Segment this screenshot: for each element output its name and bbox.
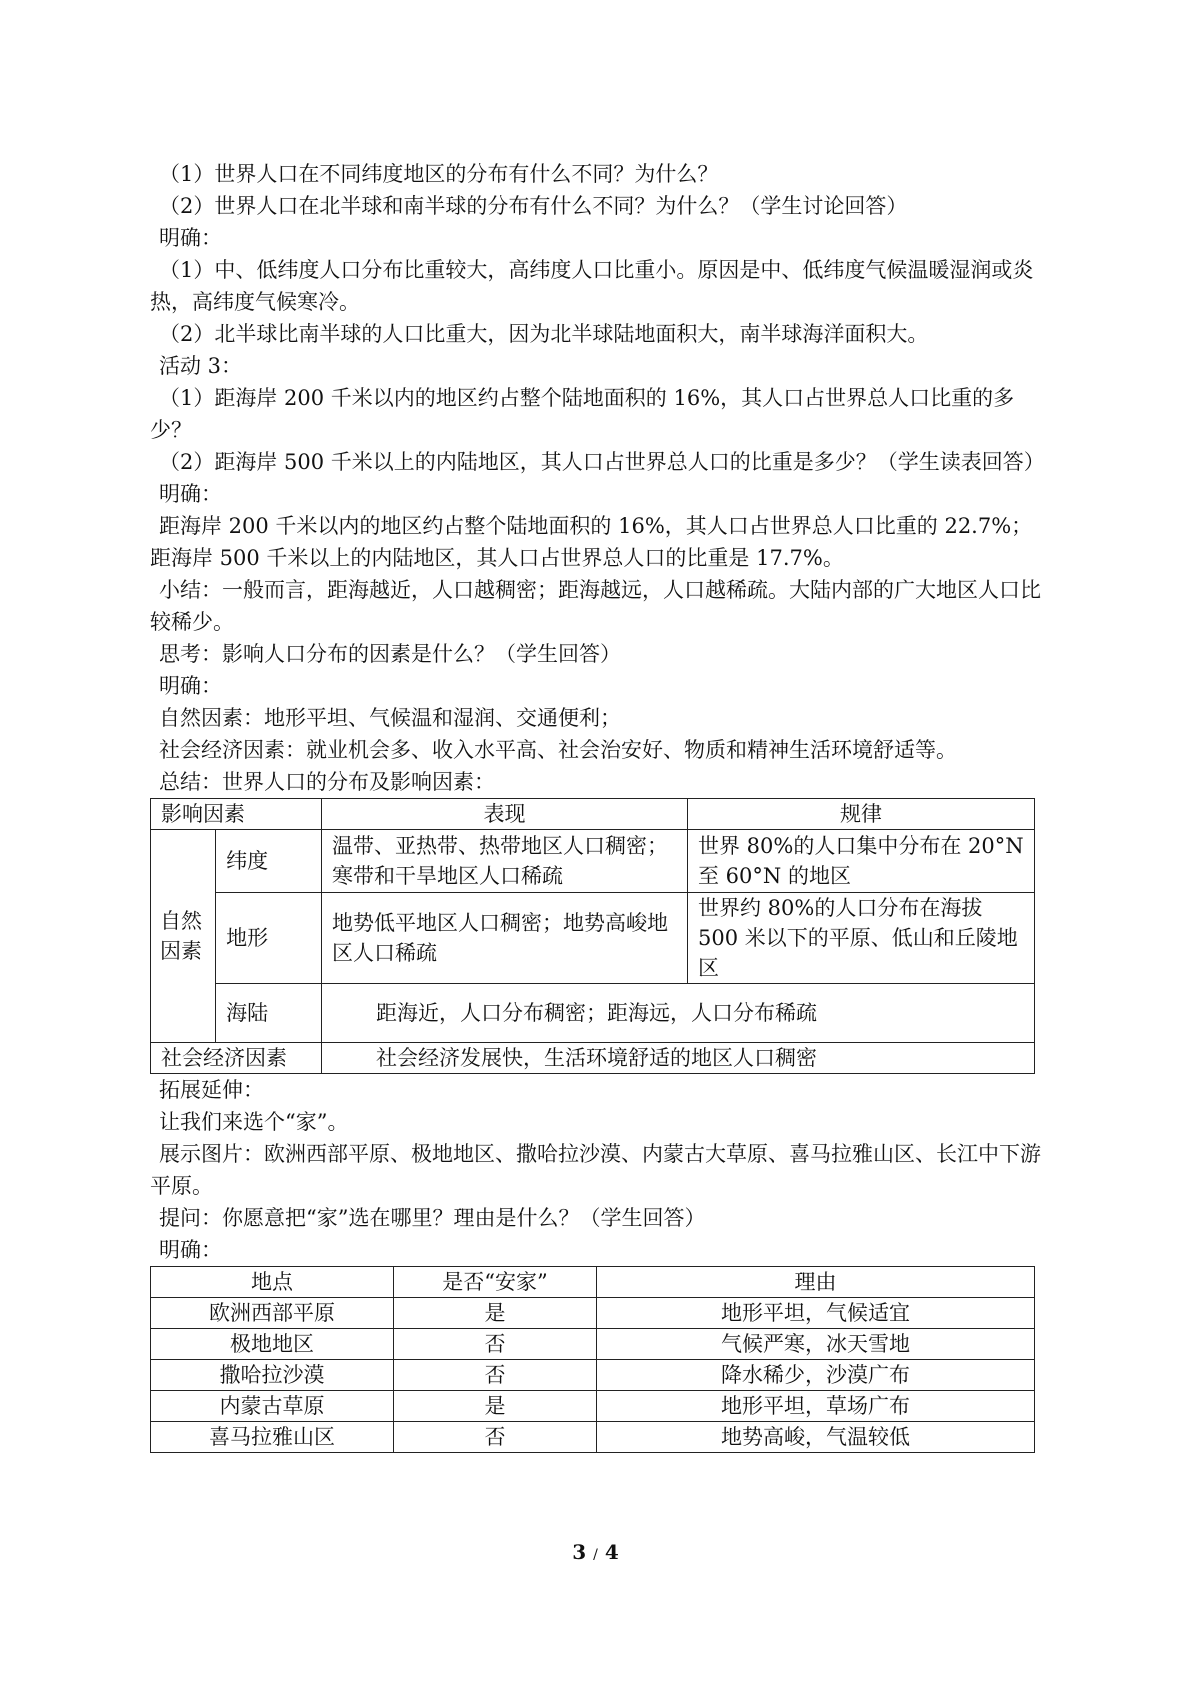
natural-factor-cell: 自然因素 xyxy=(151,830,216,1043)
table-header-cell: 影响因素 xyxy=(151,799,322,830)
choice-cell: 否 xyxy=(394,1360,597,1391)
total-pages: 4 xyxy=(604,1540,619,1564)
reason-cell: 地形平坦，气候适宜 xyxy=(597,1298,1035,1329)
table-row xyxy=(151,1329,1035,1360)
rule-cell: 世界约 80%的人口分布在海拔 500 米以下的平原、低山和丘陵地区 xyxy=(688,893,1035,984)
table-row xyxy=(151,1391,1035,1422)
table-header-cell: 是否“安家” xyxy=(394,1267,597,1298)
table-header-cell: 表现 xyxy=(322,799,688,830)
table-header-cell: 地点 xyxy=(151,1267,394,1298)
paragraph: 提问：你愿意把“家”选在哪里？理由是什么？（学生回答） xyxy=(159,1206,706,1230)
reason-cell: 地形平坦，草场广布 xyxy=(597,1391,1035,1422)
paragraph: 总结：世界人口的分布及影响因素： xyxy=(159,770,495,794)
paragraph: 思考：影响人口分布的因素是什么？（学生回答） xyxy=(159,642,621,666)
table-row xyxy=(151,984,1035,1043)
performance-cell: 地势低平地区人口稠密；地势高峻地区人口稀疏 xyxy=(322,893,688,984)
paragraph: 明确： xyxy=(159,674,222,698)
page-number xyxy=(0,1540,1191,1564)
table-row xyxy=(151,1360,1035,1391)
home-choice-table xyxy=(150,1266,1035,1453)
paragraph: 明确： xyxy=(159,482,222,506)
social-text-cell: 社会经济发展快，生活环境舒适的地区人口稠密 xyxy=(322,1043,1035,1074)
factor-cell: 纬度 xyxy=(216,830,322,893)
paragraph: 让我们来选个“家”。 xyxy=(159,1110,349,1134)
rule-cell: 世界 80%的人口集中分布在 20°N 至 60°N 的地区 xyxy=(688,830,1035,893)
social-factor-cell: 社会经济因素 xyxy=(151,1043,322,1074)
paragraph: （1）中、低纬度人口分布比重较大，高纬度人口比重小。原因是中、低纬度气候温暖湿润或炎热，高纬度气候寒冷。 xyxy=(150,258,1034,314)
reason-cell: 降水稀少，沙漠广布 xyxy=(597,1360,1035,1391)
choice-cell: 否 xyxy=(394,1329,597,1360)
performance-cell: 温带、亚热带、热带地区人口稠密；寒带和干旱地区人口稀疏 xyxy=(322,830,688,893)
population-factors-table xyxy=(150,798,1035,1074)
location-cell: 内蒙古草原 xyxy=(151,1391,394,1422)
merged-cell: 距海近，人口分布稠密；距海远，人口分布稀疏 xyxy=(322,984,1035,1043)
paragraph: 展示图片：欧洲西部平原、极地地区、撒哈拉沙漠、内蒙古大草原、喜马拉雅山区、长江中下游平原。 xyxy=(150,1142,1041,1198)
paragraph: 自然因素：地形平坦、气候温和湿润、交通便利； xyxy=(159,706,621,730)
location-cell: 撒哈拉沙漠 xyxy=(151,1360,394,1391)
table-header-row xyxy=(151,799,1035,830)
paragraph: 活动 3： xyxy=(159,354,243,378)
location-cell: 喜马拉雅山区 xyxy=(151,1422,394,1453)
factor-cell: 地形 xyxy=(216,893,322,984)
page-separator: / xyxy=(593,1547,598,1563)
choice-cell: 是 xyxy=(394,1298,597,1329)
paragraph: （2）距海岸 500 千米以上的内陆地区，其人口占世界总人口的比重是多少？（学生读表回答） xyxy=(159,450,1045,474)
table-row xyxy=(151,830,1035,893)
paragraph: 小结：一般而言，距海越近，人口越稠密；距海越远，人口越稀疏。大陆内部的广大地区人口比较稀少。 xyxy=(150,578,1041,634)
factor-cell: 海陆 xyxy=(216,984,322,1043)
paragraph: （2）北半球比南半球的人口比重大，因为北半球陆地面积大，南半球海洋面积大。 xyxy=(159,322,929,346)
location-cell: 欧洲西部平原 xyxy=(151,1298,394,1329)
table-row xyxy=(151,1043,1035,1074)
location-cell: 极地地区 xyxy=(151,1329,394,1360)
reason-cell: 地势高峻，气温较低 xyxy=(597,1422,1035,1453)
choice-cell: 否 xyxy=(394,1422,597,1453)
document-body xyxy=(150,158,1045,1453)
choice-cell: 是 xyxy=(394,1391,597,1422)
table-header-cell: 规律 xyxy=(688,799,1035,830)
reason-cell: 气候严寒，冰天雪地 xyxy=(597,1329,1035,1360)
paragraph: 明确： xyxy=(159,226,222,250)
paragraph: （1）世界人口在不同纬度地区的分布有什么不同？为什么？ xyxy=(159,162,719,186)
paragraph: 社会经济因素：就业机会多、收入水平高、社会治安好、物质和精神生活环境舒适等。 xyxy=(159,738,957,762)
table-row xyxy=(151,1422,1035,1453)
paragraph: 明确： xyxy=(159,1238,222,1262)
current-page: 3 xyxy=(572,1540,587,1564)
paragraph: 拓展延伸： xyxy=(159,1078,264,1102)
paragraph: 距海岸 200 千米以内的地区约占整个陆地面积的 16%，其人口占世界总人口比重的 22.7%；距海岸 500 千米以上的内陆地区，其人口占世界总人口的比重是 17.7%。 xyxy=(150,514,1033,570)
table-header-cell: 理由 xyxy=(597,1267,1035,1298)
table-header-row xyxy=(151,1267,1035,1298)
table-row xyxy=(151,893,1035,984)
table-row xyxy=(151,1298,1035,1329)
paragraph: （2）世界人口在北半球和南半球的分布有什么不同？为什么？（学生讨论回答） xyxy=(159,194,908,218)
paragraph: （1）距海岸 200 千米以内的地区约占整个陆地面积的 16%，其人口占世界总人口比重的多少？ xyxy=(150,386,1015,442)
